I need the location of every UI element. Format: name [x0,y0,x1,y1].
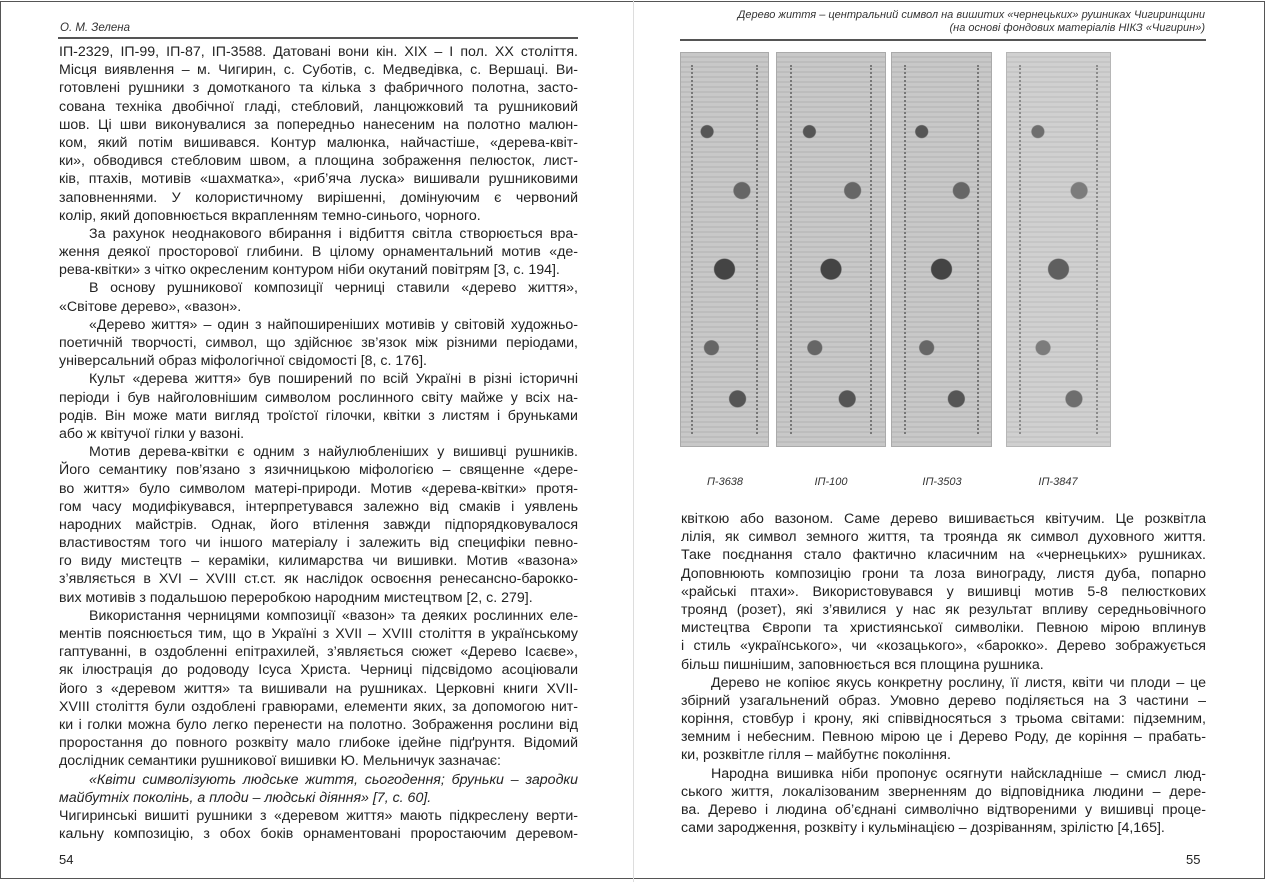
text-line: ва. Дерево і людина об’єднані символічно відтвореними у вишивці проце- [681,802,1206,818]
text-line: ком, який потім вишивався. Контур малюнка, найчастіше, «дерева-квіт- [59,134,578,151]
text-line: го виду мистецтв – кераміки, килимарства чи вишивки. Мотив «вазона» [59,553,578,570]
text-line: мистецтва Європи та християнської символіки. Певною мірою вплинув [681,620,1206,637]
towel-photo [1006,52,1111,447]
text-line: колір, який доповнюється вкрапленням темно-синього, чорного. [59,207,481,224]
figure-caption: ІП-3847 [1038,476,1078,488]
text-line: гаптуванні, в оздобленні епітрахилей, з’являється сюжет «Дерево Ісаєве», [59,644,578,661]
text-line: кальну композицію, з обох боків орнаментовані проростаючим деревом- [59,826,578,843]
paragraph [59,225,578,280]
text-line: ки, розквітле гілля – майбутнє покоління. [681,747,951,764]
header-title-line1: Дерево життя – центральний символ на вишитих «чернецьких» рушниках Чигиринщини [737,9,1205,21]
text-line: рева-квітки» з чітко окресленим контуром ніби окутаний повітрям [3, с. 194]. [59,262,560,279]
text-line: збірний узагальнений образ. Умовно дерево поділяється на 3 частини – [681,692,1206,709]
paragraph [59,370,578,443]
text-line: заповненнями. У колористичному вирішенні, домінуючим є червоний [59,189,578,206]
text-line: гом часу модифікувався, інтерпретувався залежно від смаків і уявлень [59,498,578,515]
text-line: Мотив дерева-квітки є одним з найулюбленіших у вишивці рушників. [89,444,578,461]
text-line: дослідник семантики рушникової вишивки Ю. Мельничук зазначає: [59,753,501,770]
text-line: троянд (розет), які з’явилися у нас як результат впливу середньовічного [681,601,1206,618]
text-line: готовлені рушники з домотканого та кілька з фабричного полотна, засто- [59,80,578,97]
text-line: ського життя, локалізованим зверненням до відповідника людини – дере- [681,783,1206,800]
paragraph [59,316,578,371]
text-line: вих мотивів з подальшою переробкою народним мистецтвом [2, с. 279]. [59,589,533,606]
text-line: В основу рушникової композиції черниці ставили «дерево життя», [89,280,578,297]
text-line: земним і небесним. Певною мірою це і Дерево Роду, де коріння – прабать- [681,729,1206,746]
text-line: майбутніх поколінь, а плоди – людські діяння» [7, с. 60]. [59,789,432,806]
running-header-title [605,9,1205,34]
text-line: Місця виявлення – м. Чигирин, с. Суботів, с. Медведівка, с. Вершаці. Ви- [59,62,578,79]
text-line: як ілюстрація до родоводу Ісуса Христа. Черниці підсвідомо асоціювали [59,662,578,679]
header-title-line2: (на основі фондових матеріалів НІКЗ «Чигирин») [949,21,1205,34]
text-line: XVIII століття були оздоблені гравюрами, елементи яких, за допомогою нит- [59,698,578,715]
text-line: сами зародження, розквіту і кульмінацією – дозріванням, зрілістю [4,165]. [681,820,1165,837]
text-line: ження деякої просторової глибини. В цілому орнаментальний мотив «де- [59,244,578,261]
text-line: Використання черницями композиції «вазон» та деяких рослинних еле- [89,607,578,624]
text-line: ментів пояснюється тим, що в Україні з XVII – XVIII століття в українському [59,626,578,642]
paragraph [59,607,578,771]
page-number-left: 54 [59,852,74,867]
paragraph [59,443,578,607]
towel-photo [776,52,886,447]
text-line: більш пишнішим, заповнюється вся площина рушника. [681,656,1044,673]
paragraph [59,807,578,843]
text-line: «Світове дерево», «вазон». [59,298,242,315]
text-line: народних майстрів. Однак, його втілення завжди підпорядковувалося [59,516,578,533]
text-line: шов. Ці шви виконувалися за попередньо нанесеним на полотно малюн- [59,116,578,133]
paragraph [681,765,1206,838]
figure-caption: ІП-3503 [922,476,962,488]
text-line: періоди і був найголовнішим символом рослинного світу майже у всіх на- [59,389,578,406]
text-line: квіткою або вазоном. Саме дерево вишивається квітучим. Це розквітла [681,511,1206,527]
text-line: Таке поєднання стало фактично класичним на «чернецьких» рушниках. [681,547,1206,564]
text-line: «Квіти символізують людське життя, сьогодення; бруньки – зародки [89,771,578,788]
text-line: во життя» було символом матері-природи. Мотив «дерева-квітки» протя- [59,480,578,497]
figure-caption: П-3638 [706,476,744,488]
page-gutter [633,0,634,882]
text-line: його з «деревом життя» та вишивали на рушниках. Церковні книги XVII- [59,680,578,697]
text-line: універсальний образ міфологічної свідомості [8, с. 176]. [59,353,427,370]
text-line: ІП-2329, ІП-99, ІП-87, ІП-3588. Датовані вони кін. ХІХ – І пол. ХХ століття. [59,44,578,60]
text-line: коріння, стовбур і крону, які співвідносяться з трьома світами: підземним, [681,711,1206,728]
text-line: і стиль «українського», чи «козацького», «барокко». Дерево зображується [681,638,1206,655]
towel-photo [680,52,769,447]
left-page-body [59,43,578,843]
text-line: Його семантику пов’язано з язичницькою міфологією – священне «дере- [59,462,578,479]
text-line: поетичній творчості, символ, що здійснює зв’язок між різними періодами, [59,335,578,351]
paragraph [59,279,578,315]
text-line: «райські птахи». Використовувався у вишивці мотив 5-8 пелюсткових [681,583,1206,600]
text-line: Доповнюють композицію грони та лоза винограду, листя дуба, попарно [681,565,1206,582]
right-page-body [681,510,1206,837]
header-rule [680,39,1206,41]
text-line: або ж квітучої гілки у вазоні. [59,425,245,442]
text-line: властивостям того чи іншого матеріалу і залежить від специфіки певно- [59,535,578,552]
text-line: лілія, як символ земного життя, та троянда як символ духовного життя. [681,529,1206,546]
paragraph [681,674,1206,765]
paragraph [681,510,1206,674]
text-line: ки», обводився стебловим швом, а площина зображення пелюсток, лист- [59,153,578,170]
text-line: родів. Він може мати вигляд троїстої гілочки, квітки з листям і бруньками [59,407,578,424]
text-line: Народна вишивка ніби пропонує осягнути найскладніше – смисл люд- [711,765,1206,782]
text-line: проростання до повного розквіту мало глибоке ідейне підґрунтя. Відомий [59,735,578,752]
towel-photo [891,52,992,447]
header-rule [58,37,578,39]
text-line: ків, птахів, мотивів «шахматка», «риб’яча луска» вишивали рушниковими [59,171,578,188]
text-line: Культ «дерева життя» був поширений по всій Україні в різні історичні [89,371,578,388]
text-line: Дерево не копіює якусь конкретну рослину, її листя, квіти чи плоди – це [711,674,1206,691]
text-line: Чигиринські вишиті рушники з «деревом життя» мають підкреслену верти- [59,807,578,824]
figure-caption: ІП-100 [814,476,848,488]
page-number-right: 55 [1186,852,1201,867]
text-line: «Дерево життя» – один з найпоширеніших мотивів у світовій художньо- [89,316,578,333]
text-line: сована техніка двобічної гладі, стебловий, ланцюжковий та рушниковий [59,98,578,115]
text-line: За рахунок неоднакового вбирання і відбиття світла створюється вра- [89,225,578,242]
paragraph [59,43,578,225]
paragraph [59,771,578,807]
text-line: ки і голки можна було легко перенести на полотно. Зображення рослини від [59,716,578,733]
text-line: з’являється в XVI – XVIII ст.ст. як наслідок освоєння ренесансно-барокко- [59,571,578,588]
running-header-author: О. М. Зелена [60,22,130,34]
